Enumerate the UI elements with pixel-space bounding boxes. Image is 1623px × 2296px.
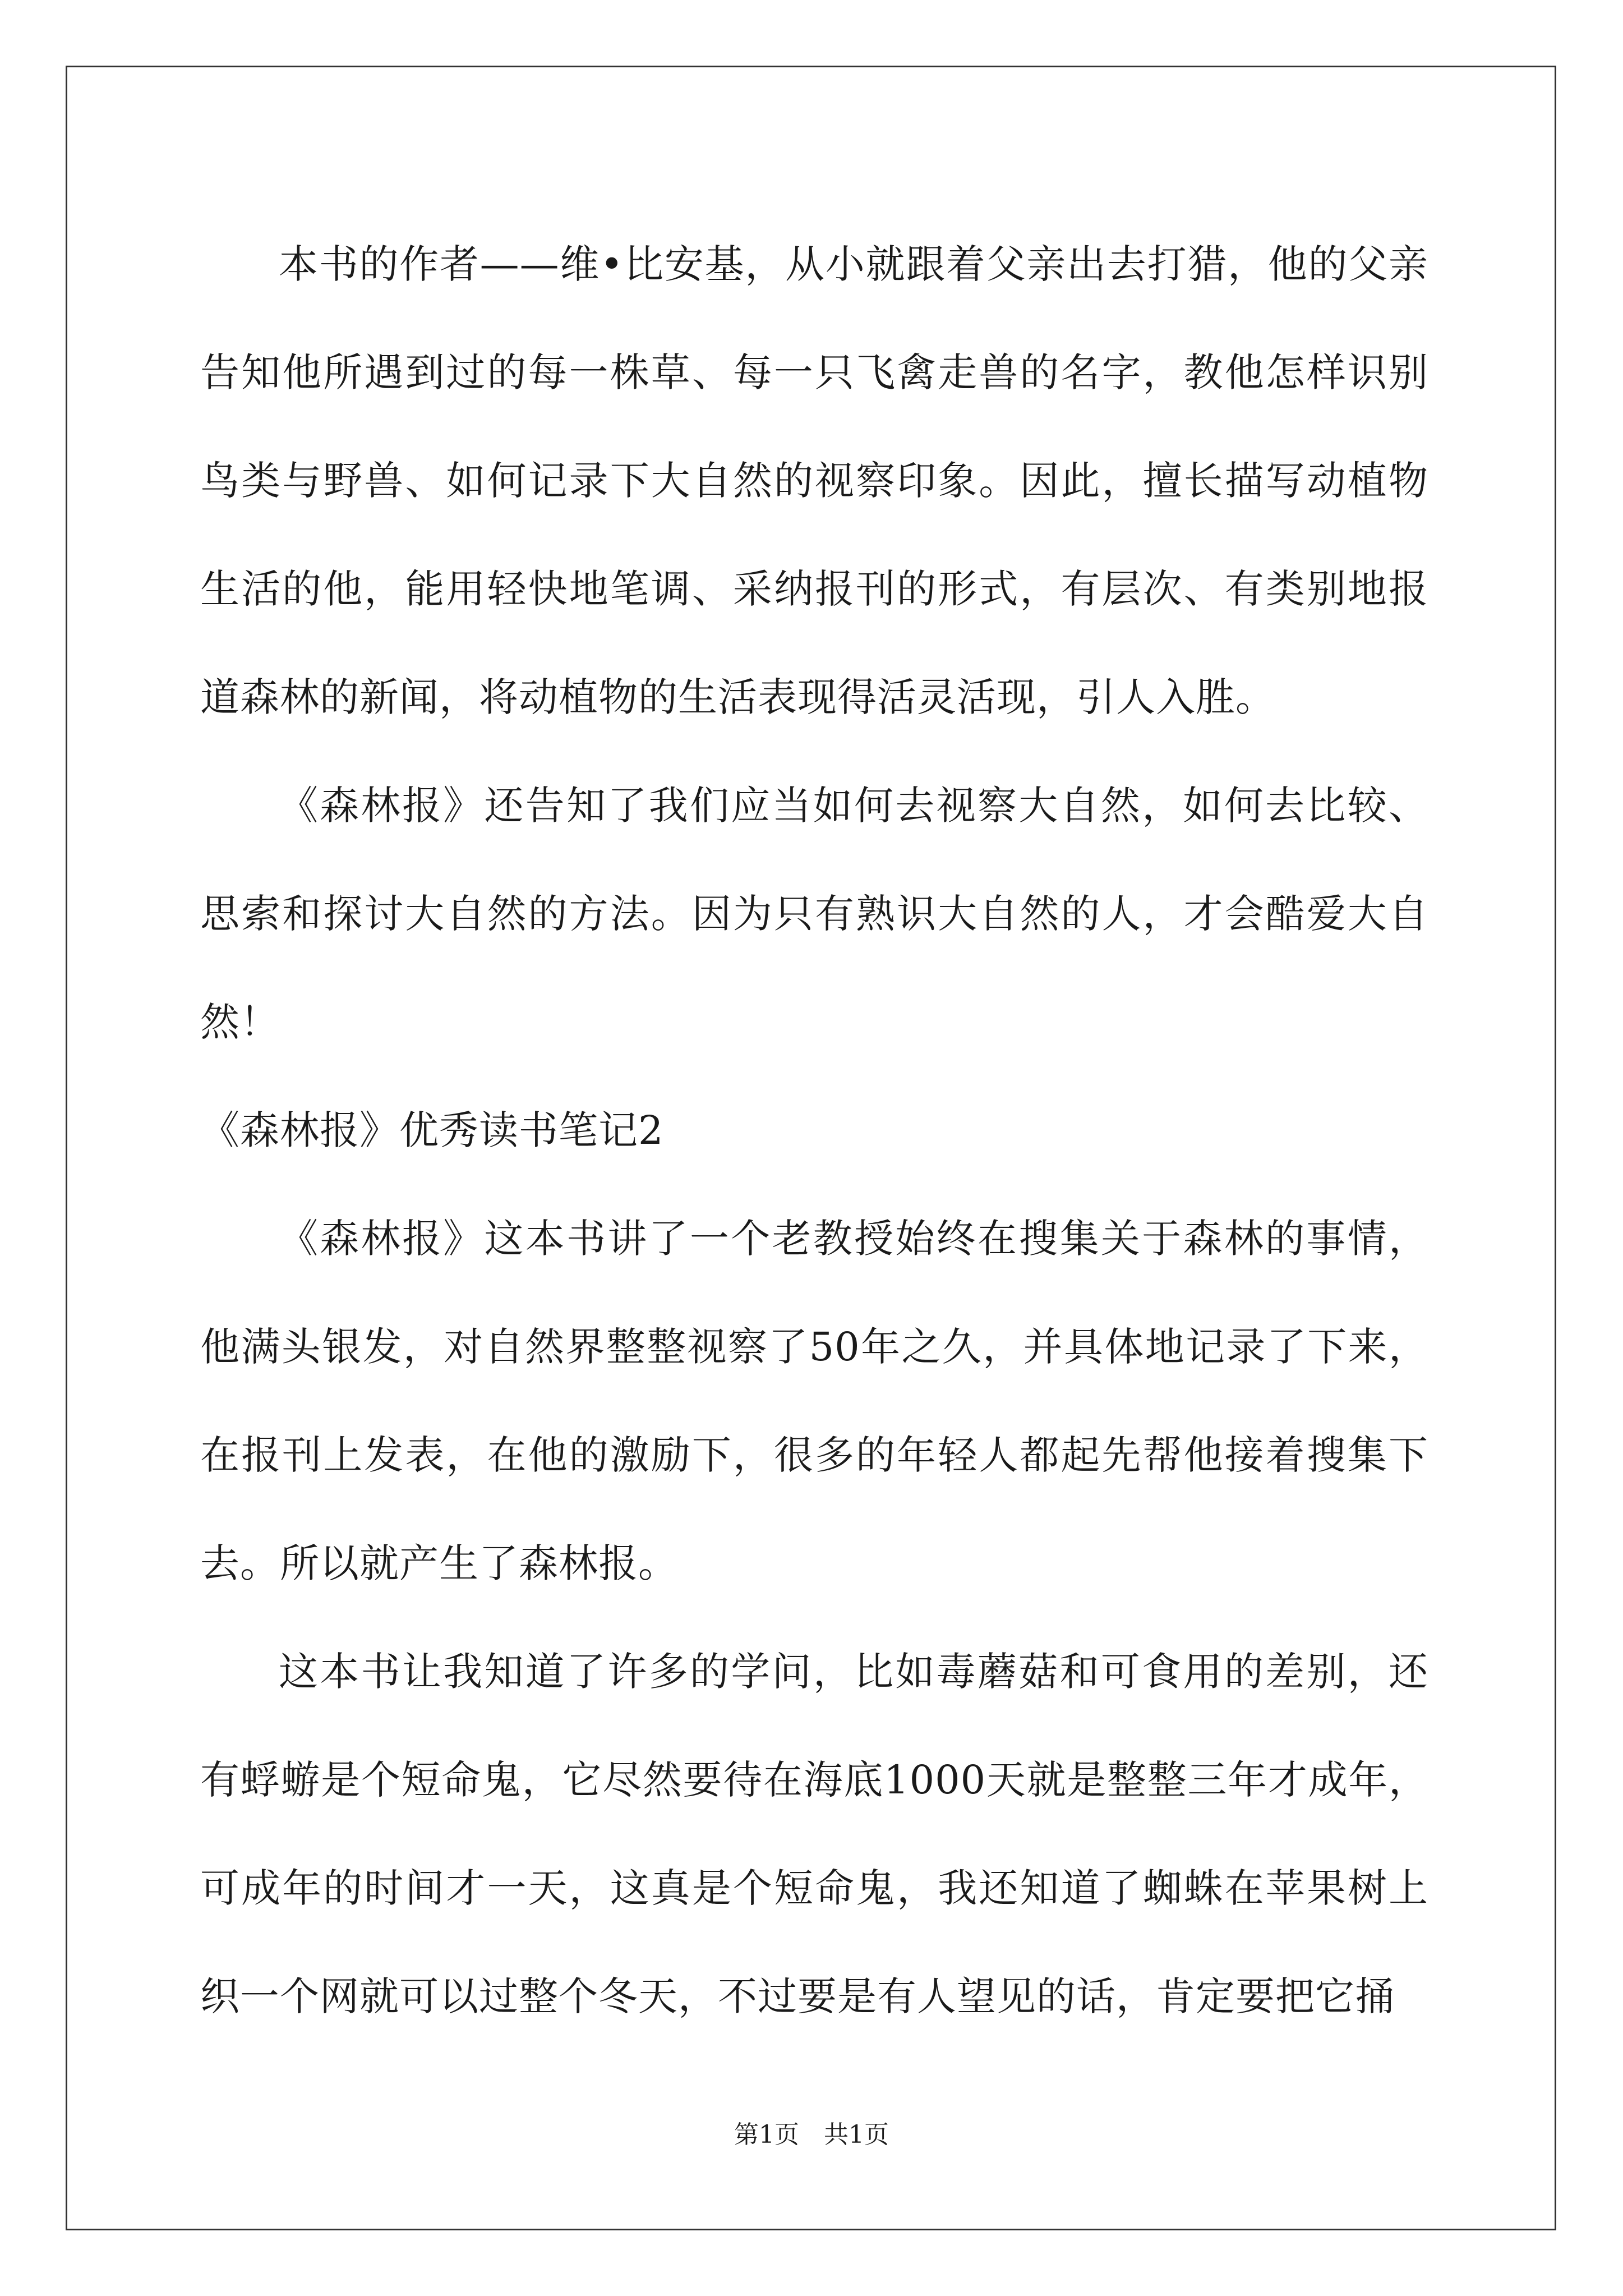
paragraph-observe-nature: 《森林报》还告知了我们应当如何去视察大自然，如何去比较、思索和探讨大自然的方法。因为只有熟识大自然的人，才会酷爱大自然！ [200, 783, 1428, 1045]
section-heading: 《森林报》优秀读书笔记2 [200, 1107, 664, 1153]
document-body [200, 210, 1428, 2051]
paragraph-author-intro: 本书的作者——维•比安基，从小就跟着父亲出去打猎，他的父亲告知他所遇到过的每一株草、每一只飞禽走兽的名字，教他怎样识别鸟类与野兽、如何记录下大自然的视察印象。因此，擅长描写动植物生活的他，能用轻快地笔调、采纳报刊的形式，有层次、有类别地报道森林的新闻，将动植物的生活表现得活灵活现，引人入胜。 [200, 241, 1428, 720]
paragraph-knowledge: 这本书让我知道了许多的学问，比如毒蘑菇和可食用的差别，还有蜉蝣是个短命鬼，它尽然要待在海底1000天就是整整三年才成年，可成年的时间才一天，这真是个短命鬼，我还知道了蜘蛛在苹果树上织一个网就可以过整个冬天，不过要是有人望见的话，肯定要把它捅 [200, 1649, 1428, 2019]
page-number: 第1页 [734, 2120, 799, 2149]
page-total: 共1页 [824, 2120, 889, 2149]
page-footer [0, 2118, 1623, 2152]
paragraph-professor: 《森林报》这本书讲了一个老教授始终在搜集关于森林的事情，他满头银发，对自然界整整视察了50年之久，并具体地记录了下来，在报刊上发表，在他的激励下，很多的年轻人都起先帮他接着搜集下去。所以就产生了森林报。 [200, 1216, 1428, 1586]
